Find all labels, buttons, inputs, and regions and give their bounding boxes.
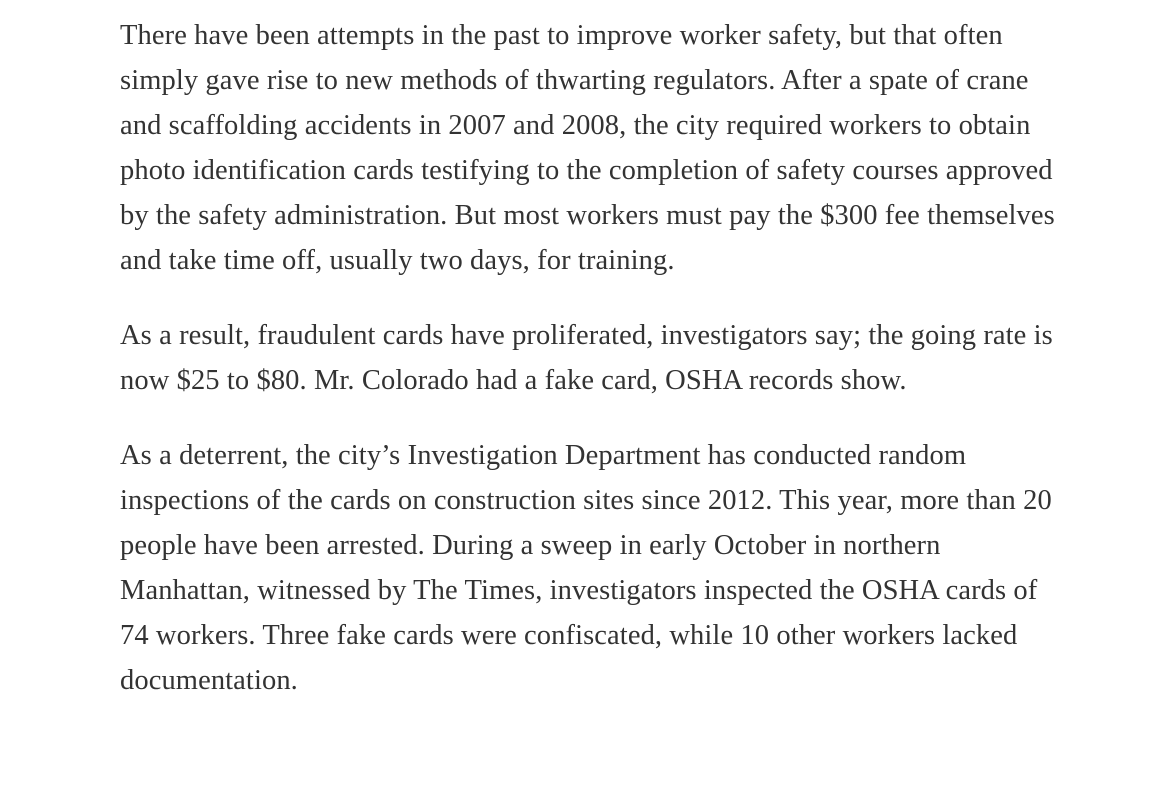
article-paragraph: As a result, fraudulent cards have proliferated, investigators say; the going rate is now $25 to $80. Mr. Colorado had a fake card, OSHA records show.	[120, 320, 1053, 396]
article-paragraph: There have been attempts in the past to improve worker safety, but that often simply gave rise to new methods of thwarting regulators. After a spate of crane and scaffolding accidents in 2007 and 2008, the city required workers to obtain photo identification cards testifying to the completion of safety courses approved by the safety administration. But most workers must pay the $300 fee themselves and take time off, usually two days, for training.	[120, 20, 1055, 276]
article-paragraph: As a deterrent, the city’s Investigation Department has conducted random inspections of the cards on construction sites since 2012. This year, more than 20 people have been arrested. During a sweep in early October in northern Manhattan, witnessed by The Times, investigators inspected the OSHA cards of 74 workers. Three fake cards were confiscated, while 10 other workers lacked documentation.	[120, 440, 1052, 696]
